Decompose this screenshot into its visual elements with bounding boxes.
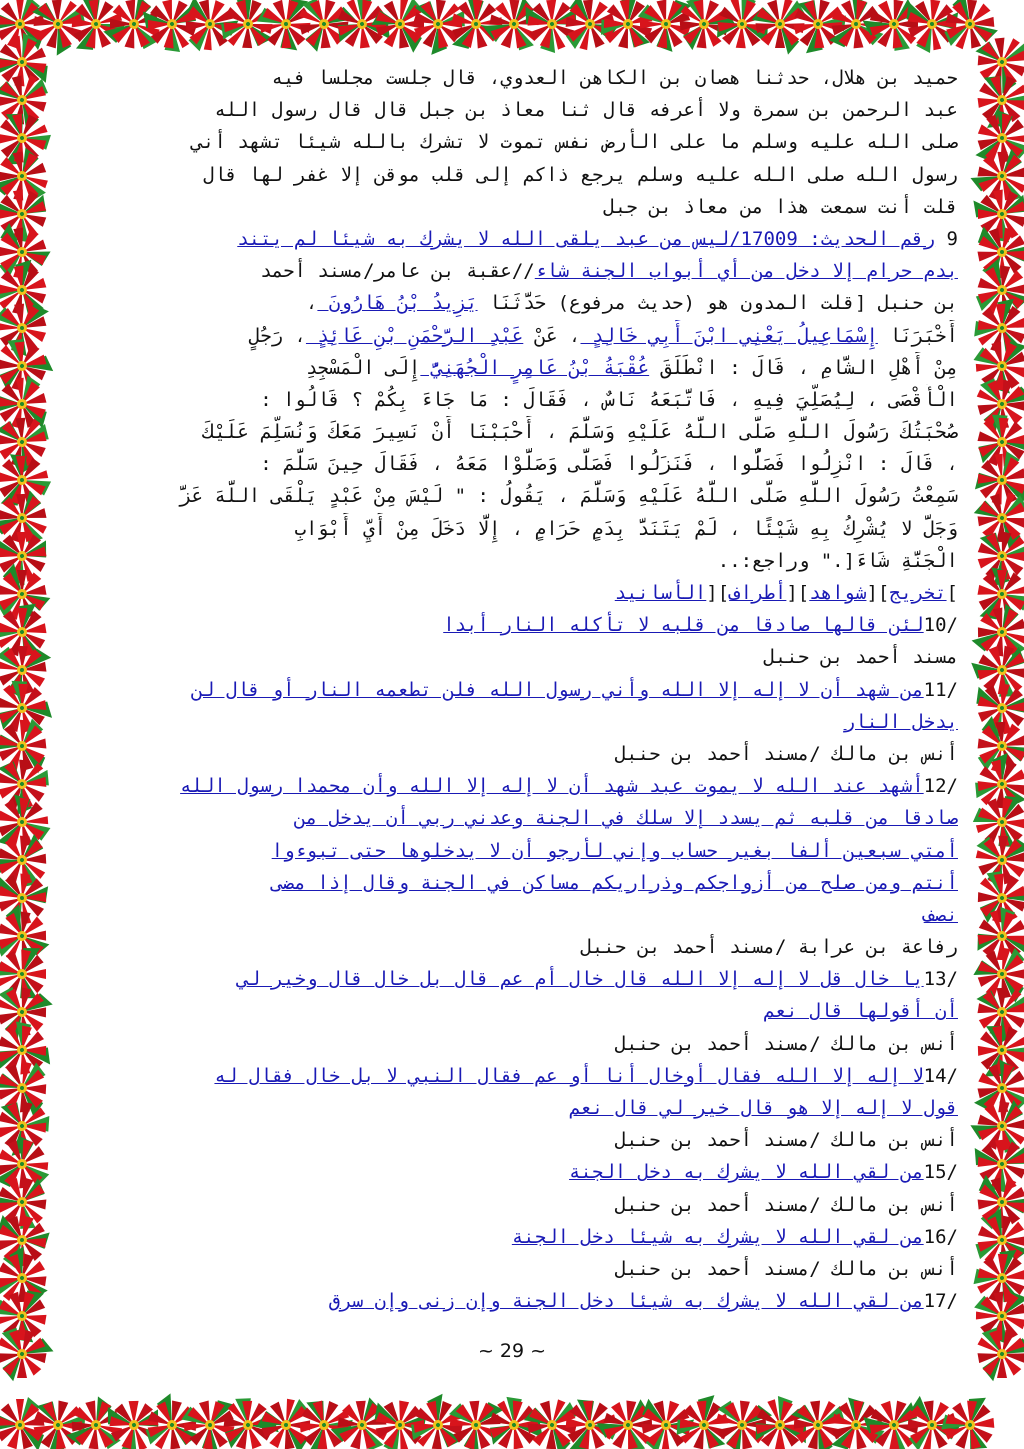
poinsettia-icon	[180, 1398, 238, 1449]
poinsettia-icon	[638, 0, 693, 52]
text-line	[68, 384, 958, 416]
document-body	[68, 62, 958, 1362]
poinsettia-icon	[102, 1391, 170, 1449]
poinsettia-icon	[745, 0, 813, 57]
poinsettia-icon	[968, 830, 1024, 893]
hadith-link[interactable]: أنتم ومن صلح من أزواجكم وذراريكم مساكن في الجنة وقال إذا مضى	[271, 871, 958, 894]
text-line	[68, 62, 958, 94]
poinsettia-icon	[0, 792, 52, 848]
poinsettia-icon	[858, 1387, 933, 1449]
poinsettia-icon	[0, 1164, 62, 1239]
text-line	[68, 1060, 958, 1092]
hadith-link[interactable]: من لقي الله لا يشرك به شيئا دخل الجنة	[511, 1225, 924, 1248]
poinsettia-icon	[368, 0, 429, 54]
poinsettia-icon	[858, 0, 933, 61]
poinsettia-icon	[965, 370, 1024, 440]
poinsettia-icon	[936, 0, 1006, 61]
narrator-link[interactable]: عَبْدِ الرَّحْمَنِ بْنِ عَائِذٍ	[305, 324, 524, 347]
line-prefix: /12	[923, 775, 958, 798]
poinsettia-icon	[0, 979, 55, 1047]
reference-link[interactable]: شواهد	[809, 582, 867, 604]
hadith-link[interactable]: لا إله إلا الله فقال أوخال أنا أو عم فقال النبي لا بل خال فقال له	[214, 1064, 924, 1087]
line-text: الْأَقْصَى ، لِيُصَلِّيَ فِيهِ ، فَاتَّبَعَهُ نَاسٌ ، فَقَالَ : مَا جَاءَ بِكُمْ ؟ قَالُوا :	[260, 388, 958, 411]
line-suffix: //عقبة بن عامر/مسند أحمد	[260, 260, 535, 283]
poinsettia-icon	[780, 1386, 853, 1449]
text-line	[68, 641, 958, 673]
poinsettia-icon	[707, 1393, 774, 1449]
text-line	[68, 1189, 958, 1221]
poinsettia-icon	[902, 1394, 965, 1449]
poinsettia-icon	[0, 561, 57, 630]
line-text: ، قَالَ : انْزِلُوا فَصَلُّوا ، فَنَزَلُوا فَصَلَّى وَصَلَّوْا مَعَهُ ، فَقَالَ حِينَ سَلَّمَ :	[260, 453, 958, 476]
text-line	[68, 867, 958, 899]
page-number: ~ 29 ~	[477, 1340, 547, 1362]
text-line	[68, 191, 958, 223]
poinsettia-icon	[0, 329, 58, 404]
poinsettia-icon	[183, 0, 240, 54]
hadith-link[interactable]: أشهد عند الله لا يموت عبد شهد أن لا إله إلا الله وأن محمدا رسول الله	[180, 775, 924, 798]
line-prefix: /16	[923, 1225, 958, 1248]
poinsettia-icon	[0, 1014, 56, 1086]
line-text: أنس بن مالك /مسند أحمد بن حنبل	[614, 742, 958, 765]
text-line	[68, 738, 958, 770]
poinsettia-icon	[964, 517, 1024, 592]
poinsettia-icon	[968, 791, 1024, 856]
line-text: ، عَنْ	[523, 324, 581, 347]
line-text: سَمِعْتُ رَسُولَ اللَّهِ صَلَّى اللَّهُ عَلَيْهِ وَسَلَّمَ ، يَقُولُ : " لَيْسَ مِنْ عَبْدٍ يَلْقَى اللَّهَ عَزَّ	[180, 485, 958, 508]
poinsettia-icon	[665, 0, 740, 62]
line-prefix: /17	[923, 1290, 958, 1313]
poinsettia-icon	[965, 748, 1024, 823]
poinsettia-icon	[0, 716, 48, 774]
poinsettia-icon	[0, 1397, 45, 1449]
text-line	[68, 320, 958, 352]
text-line	[68, 255, 958, 287]
poinsettia-icon	[0, 1213, 51, 1270]
poinsettia-icon	[0, 1054, 52, 1118]
poinsettia-icon	[401, 1389, 476, 1449]
text-line	[68, 1253, 958, 1285]
line-suffix: ،	[305, 292, 318, 315]
poinsettia-icon	[0, 62, 57, 134]
hadith-link[interactable]: بدم حرام إلا دخل من أي أبواب الجنة شاء	[534, 260, 958, 283]
poinsettia-icon	[400, 0, 475, 60]
poinsettia-icon	[972, 340, 1024, 396]
text-line	[68, 1221, 958, 1253]
poinsettia-icon	[967, 256, 1024, 328]
poinsettia-icon	[0, 481, 60, 553]
text-line	[68, 1028, 958, 1060]
poinsettia-icon	[970, 942, 1024, 1004]
line-prefix: /15	[923, 1161, 958, 1184]
poinsettia-icon	[64, 1391, 130, 1449]
poinsettia-icon	[968, 177, 1024, 250]
poinsettia-icon	[0, 901, 59, 974]
poinsettia-icon	[781, 0, 855, 59]
hadith-link[interactable]: صادقا من قلبه ثم يسدد إلا سلك في الجنة وعدني ربي أن يدخل من	[294, 807, 958, 830]
text-line	[68, 159, 958, 191]
poinsettia-icon	[963, 405, 1024, 480]
poinsettia-icon	[0, 255, 60, 330]
text-line	[68, 1092, 958, 1124]
poinsettia-icon	[0, 177, 60, 250]
line-text: صلى الله عليه وسلم ما على الأرض نفس تموت لا تشرك بالله شيئا تشهد أني	[191, 131, 958, 154]
poinsettia-icon	[101, 0, 170, 57]
hadith-link[interactable]: قول لا إله إلا هو قال خير لي قال نعم	[569, 1097, 958, 1119]
poinsettia-icon	[0, 640, 53, 703]
poinsettia-icon	[974, 1291, 1024, 1344]
poinsettia-icon	[903, 0, 966, 56]
line-prefix: /13	[923, 968, 958, 991]
poinsettia-icon	[0, 29, 52, 94]
poinsettia-icon	[0, 446, 55, 509]
line-text: الْجَنَّةِ شَاءَ[." وراجع:..	[717, 549, 958, 572]
poinsettia-icon	[641, 1399, 694, 1449]
poinsettia-icon	[0, 403, 58, 478]
poinsettia-icon	[136, 1390, 209, 1449]
line-text: مسند أحمد بن حنبل	[763, 646, 958, 669]
hadith-link[interactable]: أمتي سبعين ألفا بغير حساب وإني لأرجو أن لا يدخلوها حتى تبوءوا	[271, 839, 958, 862]
poinsettia-icon	[0, 302, 49, 357]
poinsettia-icon	[975, 109, 1024, 163]
text-line	[68, 126, 958, 158]
hadith-link[interactable]: لئن قالها صادقا من قلبه لا تأكله النار أبدا	[443, 614, 924, 637]
poinsettia-icon	[0, 822, 61, 896]
poinsettia-icon	[0, 141, 58, 208]
text-line	[68, 513, 958, 545]
poinsettia-icon	[966, 632, 1024, 707]
hadith-link[interactable]: يَزِيدُ بْنُ هَارُونَ	[317, 292, 478, 315]
hadith-link[interactable]: رقم الحديث: 17009/ليس من عبد يلقى الله لا يشرك به شيئا لم يتند	[237, 227, 936, 250]
poinsettia-icon	[479, 0, 552, 59]
poinsettia-icon	[559, 0, 624, 58]
poinsettia-icon	[328, 1388, 400, 1449]
poinsettia-icon	[137, 0, 210, 61]
poinsettia-icon	[966, 1205, 1024, 1279]
hadith-link[interactable]: من شهد أن لا إله إلا الله وأني رسول الله فلن تطعمه النار أو قال لن	[191, 678, 924, 701]
reference-link[interactable]: أطراف	[729, 582, 787, 604]
line-text: رفاعة بن عرابة /مسند أحمد بن حنبل	[580, 936, 958, 959]
text-line	[68, 223, 958, 255]
hadith-link[interactable]: إِسْمَاعِيلُ يَعْنِي ابْنَ أَبِي خَالِدٍ	[580, 324, 878, 347]
poinsettia-icon	[254, 1392, 316, 1449]
poinsettia-icon	[828, 1395, 886, 1449]
text-line	[68, 706, 958, 738]
poinsettia-icon	[592, 1387, 667, 1449]
poinsettia-icon	[447, 0, 506, 51]
poinsettia-icon	[707, 0, 773, 57]
hadith-link[interactable]: من لقي الله لا يشرك به شيئا دخل الجنة وإن زنى وإن سرق	[328, 1290, 924, 1313]
poinsettia-icon	[371, 1395, 432, 1449]
text-line	[68, 416, 958, 448]
bracket: ][	[786, 582, 810, 604]
poinsettia-icon	[965, 293, 1024, 366]
line-prefix: أَخْبَرَنَا	[877, 324, 958, 347]
text-line	[68, 674, 958, 706]
line-prefix: /14	[923, 1064, 958, 1087]
poinsettia-icon	[962, 861, 1024, 936]
line-text: أنس بن مالك /مسند أحمد بن حنبل	[614, 1257, 958, 1280]
line-text: أنس بن مالك /مسند أحمد بن حنبل	[614, 1193, 958, 1216]
text-line	[68, 995, 958, 1027]
poinsettia-icon	[0, 942, 56, 1010]
line-suffix: ، رَجُلٍ	[248, 324, 306, 347]
poinsettia-icon	[966, 62, 1024, 133]
line-prefix: /10	[923, 614, 958, 637]
text-line	[68, 352, 958, 384]
poinsettia-icon	[934, 1392, 1005, 1449]
poinsettia-icon	[0, 744, 59, 819]
line-prefix: بن حنبل [قلت المدون هو (حديث مرفوع) حَدَّثَنَا	[477, 292, 958, 315]
poinsettia-icon	[972, 562, 1024, 623]
text-line	[68, 835, 958, 867]
poinsettia-icon	[967, 1088, 1024, 1162]
poinsettia-icon	[288, 1388, 360, 1449]
poinsettia-icon	[972, 676, 1024, 740]
poinsettia-icon	[445, 1398, 504, 1449]
text-line	[68, 609, 958, 641]
hadith-link[interactable]: نصف	[923, 903, 958, 926]
poinsettia-icon	[966, 482, 1024, 552]
poinsettia-icon	[966, 1244, 1024, 1316]
poinsettia-icon	[964, 973, 1024, 1048]
text-line	[68, 931, 958, 963]
text-line	[68, 94, 958, 126]
poinsettia-icon	[0, 522, 58, 591]
line-prefix: مِنْ أَهْلِ الشَّامِ ، قَالَ : انْطَلَقَ	[649, 356, 958, 379]
bracket: ][	[706, 582, 730, 604]
poinsettia-icon	[558, 1391, 624, 1449]
text-line	[68, 770, 958, 802]
poinsettia-icon	[20, 1386, 95, 1449]
poinsettia-icon	[667, 1390, 742, 1449]
text-line	[68, 577, 958, 609]
text-line	[68, 802, 958, 834]
hadith-link[interactable]: أن أقولها قال نعم	[763, 1000, 958, 1023]
poinsettia-icon	[828, 0, 886, 50]
poinsettia-icon	[287, 0, 359, 61]
bracket: ]	[946, 582, 958, 604]
poinsettia-icon	[254, 0, 317, 57]
poinsettia-icon	[0, 1134, 52, 1191]
text-line	[68, 1285, 958, 1317]
text-line	[68, 448, 958, 480]
poinsettia-icon	[966, 902, 1024, 970]
poinsettia-icon	[324, 0, 395, 60]
poinsettia-icon	[971, 449, 1024, 509]
reference-link[interactable]: تخريج	[889, 582, 947, 604]
poinsettia-icon	[208, 1388, 283, 1449]
poinsettia-icon	[973, 1057, 1024, 1116]
poinsettia-icon	[211, 0, 286, 64]
poinsettia-icon	[0, 671, 57, 746]
text-line	[68, 1156, 958, 1188]
hadith-link[interactable]: يا خال قل لا إله إلا الله قال خال أم عم قال بل خال قال وخير لي	[237, 968, 924, 991]
poinsettia-icon	[0, 374, 49, 432]
poinsettia-icon	[0, 867, 55, 931]
poinsettia-icon	[969, 597, 1024, 664]
poinsettia-icon	[516, 1389, 585, 1449]
line-text: حميد بن هلال، حدثنا هصان بن الكاهن العدوي، قال جلست مجلسا فيه	[271, 67, 958, 89]
poinsettia-icon	[20, 0, 94, 60]
line-text: صُحْبَتُكَ رَسُولَ اللَّهِ صَلَّى اللَّهُ عَلَيْهِ وَسَلَّمَ ، أَحْبَبْنَا أَنْ نَسِيرَ مَعَكَ وَنُسَلِّمَ عَلَيْكَ	[203, 421, 958, 444]
line-prefix: /11	[923, 678, 958, 701]
text-line	[68, 545, 958, 577]
text-line	[68, 899, 958, 931]
poinsettia-icon	[0, 598, 58, 670]
line-text: وَجَلَّ لا يُشْرِكُ بِهِ شَيْئًا ، لَمْ يَتَنَدَّ بِدَمٍ حَرَامٍ ، إِلَّا دَخَلَ مِنْ أَيِّ أَبْوَابِ	[294, 517, 958, 540]
poinsettia-icon	[520, 0, 589, 59]
text-line	[68, 287, 958, 319]
text-line	[68, 480, 958, 512]
text-line	[68, 1124, 958, 1156]
line-suffix: إِلَى الْمَسْجِدِ	[305, 356, 421, 379]
poinsettia-icon	[476, 1388, 549, 1449]
line-text: أنس بن مالك /مسند أحمد بن حنبل	[614, 1032, 958, 1055]
poinsettia-icon	[967, 139, 1024, 212]
line-text: قلت أنت سمعت هذا من معاذ بن جبل	[603, 195, 958, 218]
poinsettia-icon	[0, 222, 54, 285]
poinsettia-icon	[977, 226, 1024, 281]
poinsettia-icon	[0, 1242, 60, 1317]
poinsettia-icon	[0, 1087, 59, 1161]
hadith-link[interactable]: من لقي الله لا يشرك به دخل الجنة	[569, 1161, 924, 1184]
poinsettia-icon	[976, 1174, 1024, 1232]
poinsettia-icon	[964, 23, 1024, 97]
line-text: عبد الرحمن بن سمرة ولا أعرفه قال ثنا معاذ بن جبل قال قال رسول الله	[214, 99, 958, 122]
bracket: ][	[866, 582, 890, 604]
poinsettia-icon	[0, 0, 45, 50]
hadith-link[interactable]: يدخل النار	[843, 710, 958, 733]
poinsettia-icon	[967, 1014, 1024, 1083]
line-text: رسول الله صلى الله عليه وسلم يرجع ذاكم إلى قلب موقن إلا غفر لها قال	[203, 163, 958, 186]
poinsettia-icon	[591, 0, 666, 63]
poinsettia-icon	[63, 0, 129, 55]
text-line	[68, 963, 958, 995]
poinsettia-icon	[971, 714, 1024, 780]
line-text: أنس بن مالك /مسند أحمد بن حنبل	[614, 1129, 958, 1152]
line-prefix: 9	[935, 227, 958, 250]
poinsettia-icon	[0, 102, 57, 171]
reference-link[interactable]: الأسانيد	[614, 582, 707, 604]
hadith-link[interactable]: عُقْبَةُ بْنُ عَامِرٍ الْجُهَنِيُّ	[420, 356, 650, 379]
poinsettia-icon	[969, 1129, 1024, 1200]
poinsettia-icon	[744, 1390, 812, 1449]
